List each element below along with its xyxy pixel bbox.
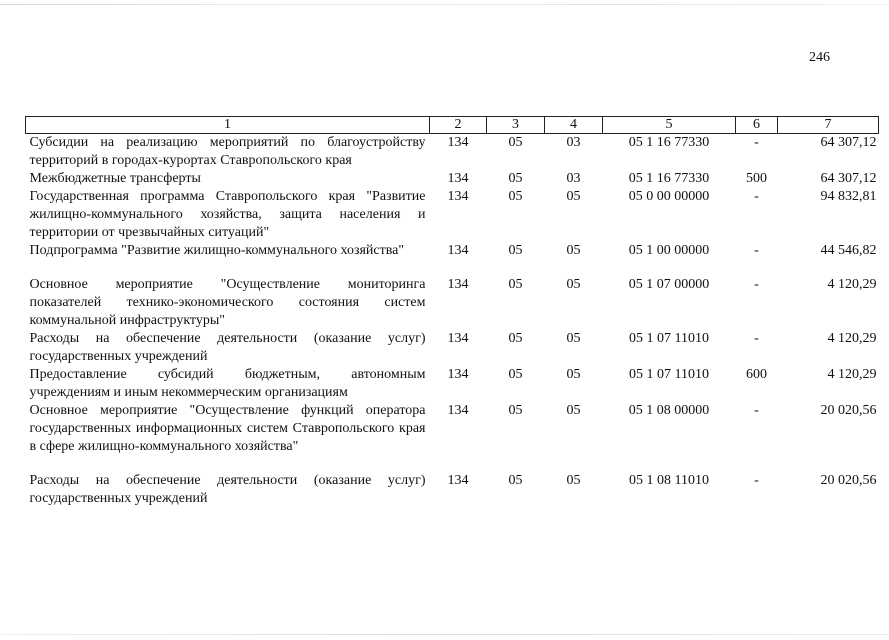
row-col-4: 05 <box>566 243 581 258</box>
row-description: Подпрограмма "Развитие жилищно-коммунального хозяйства" <box>29 243 405 258</box>
table-row <box>26 472 879 508</box>
column-header-4: 4 <box>545 117 603 134</box>
column-header-7: 7 <box>778 117 879 134</box>
scan-edge-top <box>0 4 889 5</box>
row-description: Государственная программа Ставропольского края "Развитие жилищно-коммунального хозяйства, защита населения и территории от чрезвычайных ситуаций" <box>29 189 426 240</box>
row-col-3: 05 <box>508 403 523 418</box>
row-col-7: 4 120,29 <box>827 331 877 346</box>
row-col-6: - <box>754 473 759 488</box>
row-col-7: 20 020,56 <box>820 403 877 418</box>
column-header-2: 2 <box>430 117 487 134</box>
row-col-4: 03 <box>566 135 581 150</box>
row-col-4: 05 <box>566 473 581 488</box>
row-col-2: 134 <box>447 367 469 382</box>
row-col-4: 05 <box>566 331 581 346</box>
table-row <box>26 366 879 402</box>
row-col-5: 05 1 16 77330 <box>628 171 710 186</box>
row-description: Расходы на обеспечение деятельности (оказание услуг) государственных учреждений <box>29 473 426 506</box>
row-col-7: 4 120,29 <box>827 367 877 382</box>
table-body <box>26 134 879 509</box>
row-col-6: - <box>754 135 759 150</box>
row-col-3: 05 <box>508 367 523 382</box>
row-col-2: 134 <box>447 331 469 346</box>
column-header-1: 1 <box>26 117 430 134</box>
row-col-2: 134 <box>447 171 469 186</box>
row-description: Субсидии на реализацию мероприятий по благоустройству территорий в городах-курортах Ставропольского края <box>29 135 426 168</box>
row-col-3: 05 <box>508 171 523 186</box>
row-col-7: 20 020,56 <box>820 473 877 488</box>
column-header-6: 6 <box>736 117 778 134</box>
row-col-3: 05 <box>508 473 523 488</box>
table-row <box>26 330 879 366</box>
row-col-4: 05 <box>566 189 581 204</box>
row-col-5: 05 1 08 11010 <box>629 473 709 488</box>
row-col-2: 134 <box>447 243 469 258</box>
row-col-4: 05 <box>566 367 581 382</box>
row-description: Основное мероприятие "Осуществление мониторинга показателей технико-экономического состояния систем коммунальной инфраструктуры" <box>29 277 426 328</box>
row-col-2: 134 <box>447 277 469 292</box>
table-row <box>26 188 879 242</box>
row-col-5: 05 1 08 00000 <box>628 403 710 418</box>
row-col-4: 03 <box>566 171 581 186</box>
row-col-3: 05 <box>508 135 523 150</box>
table-row <box>26 402 879 456</box>
row-col-5: 05 1 07 11010 <box>629 331 709 346</box>
row-col-2: 134 <box>447 135 469 150</box>
table-row <box>26 242 879 260</box>
row-col-6: - <box>754 331 759 346</box>
row-col-5: 05 0 00 00000 <box>628 189 710 204</box>
row-col-5: 05 1 07 11010 <box>629 367 709 382</box>
row-col-2: 134 <box>447 403 469 418</box>
row-col-5: 05 1 16 77330 <box>628 135 710 150</box>
row-col-4: 05 <box>566 403 581 418</box>
row-col-4: 05 <box>566 277 581 292</box>
row-col-6: - <box>754 189 759 204</box>
page-number: 246 <box>809 50 830 65</box>
row-col-2: 134 <box>447 473 469 488</box>
row-col-3: 05 <box>508 243 523 258</box>
row-col-5: 05 1 07 00000 <box>628 277 710 292</box>
row-col-6: - <box>754 403 759 418</box>
row-description: Расходы на обеспечение деятельности (оказание услуг) государственных учреждений <box>29 331 426 364</box>
table-row <box>26 276 879 330</box>
column-header-3: 3 <box>487 117 545 134</box>
row-col-6: 600 <box>746 367 767 382</box>
table-spacer-cell <box>26 456 879 472</box>
row-col-3: 05 <box>508 189 523 204</box>
row-col-2: 134 <box>447 189 469 204</box>
budget-table <box>25 116 879 508</box>
row-description: Межбюджетные трансферты <box>29 171 201 186</box>
scan-edge-bottom <box>0 634 889 635</box>
table-row <box>26 170 879 188</box>
row-col-5: 05 1 00 00000 <box>628 243 710 258</box>
row-description: Основное мероприятие "Осуществление функций оператора государственных информационных систем Ставропольского края в сфере жилищно-коммунального хозяйства" <box>29 403 426 454</box>
row-col-3: 05 <box>508 331 523 346</box>
row-col-7: 64 307,12 <box>820 135 877 150</box>
table-spacer-row <box>26 456 879 472</box>
row-col-3: 05 <box>508 277 523 292</box>
row-col-7: 64 307,12 <box>820 171 877 186</box>
row-description: Предоставление субсидий бюджетным, автономным учреждениям и иным некоммерческим организациям <box>29 367 426 400</box>
table-spacer-cell <box>26 260 879 276</box>
table-header-row <box>26 117 879 134</box>
row-col-6: - <box>754 277 759 292</box>
row-col-6: - <box>754 243 759 258</box>
row-col-6: 500 <box>746 171 767 186</box>
table-row <box>26 134 879 171</box>
column-header-5: 5 <box>603 117 736 134</box>
row-col-7: 4 120,29 <box>827 277 877 292</box>
row-col-7: 44 546,82 <box>820 243 877 258</box>
row-col-7: 94 832,81 <box>820 189 877 204</box>
table-spacer-row <box>26 260 879 276</box>
